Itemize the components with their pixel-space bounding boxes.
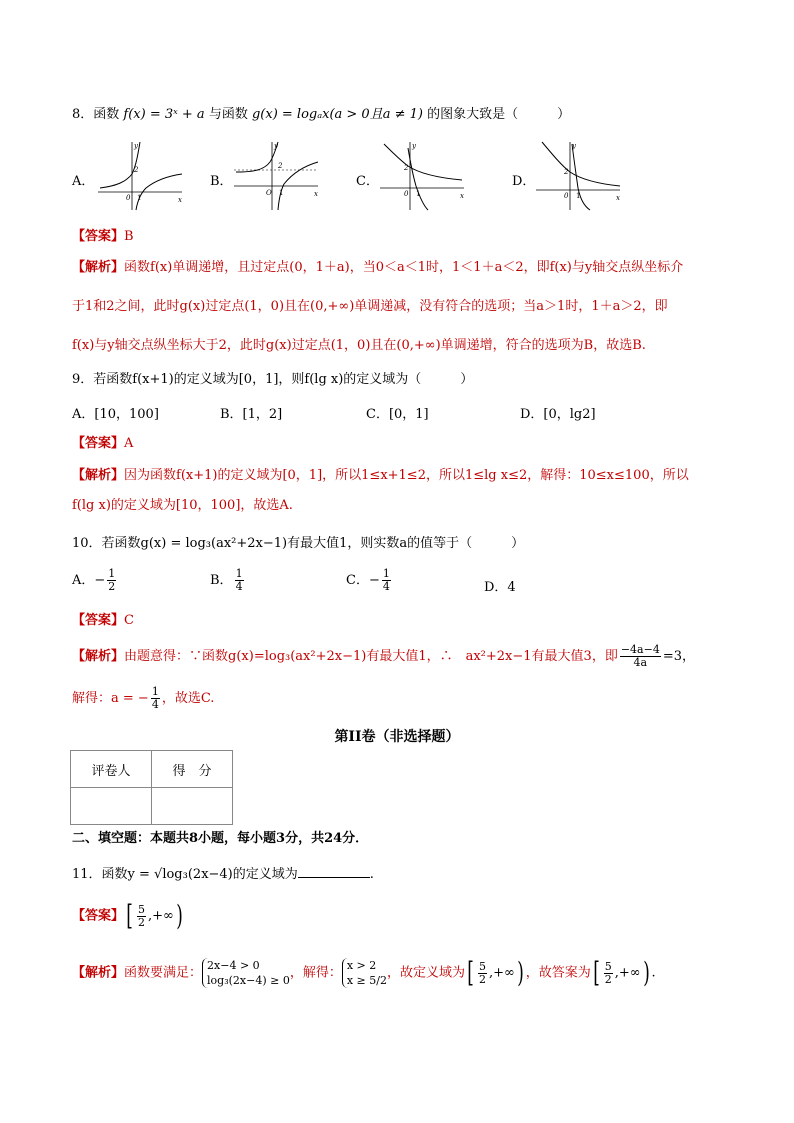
q9-answer [72, 435, 133, 453]
svg-text:1: 1 [576, 192, 581, 200]
frac-den: 2 [137, 915, 145, 929]
svg-text:O: O [266, 189, 272, 197]
left-bracket: [ [467, 956, 474, 989]
q10-answer [72, 612, 134, 630]
q11-answer [72, 899, 185, 932]
svg-text:x: x [616, 194, 620, 202]
fill-blank-section-title: 二、填空题：本题共8小题，每小题3分，共24分． [72, 831, 369, 846]
svg-text:x: x [460, 192, 464, 200]
q10-analysis-line-1 [72, 644, 695, 669]
score-table-cell-score[interactable] [152, 788, 233, 825]
svg-text:y: y [572, 142, 576, 150]
q9-analysis-text-1: 因为函数f(x+1)的定义域为[0，1]，所以1≤x+1≤2，所以1≤lg x≤2，解得：10≤x≤100，所以 [124, 468, 689, 483]
q10-analysis-text-2b: ，故选 [161, 691, 201, 706]
score-table-header-score: 得 分 [152, 751, 233, 788]
q10-analysis-text-2c: C. [200, 691, 215, 706]
frac-num: 5 [604, 959, 612, 973]
q9-option-b: B．[1，2] [220, 407, 283, 422]
svg-text:2: 2 [404, 164, 409, 172]
q8-analysis-text-2: 于1和2之间，此时g(x)过定点(1，0)且在(0,+∞)单调递减，没有符合的选项；当a＞1时，1＋a＞2，即 [72, 299, 668, 314]
q10-option-a-frac [107, 568, 116, 593]
svg-text:0: 0 [564, 192, 569, 200]
q8-option-b-label: B． [210, 174, 233, 189]
svg-text:2: 2 [278, 162, 283, 170]
q9-option-c: C．[0，1] [366, 407, 429, 422]
q11-analysis-tail-1: ,+∞ [488, 965, 515, 981]
q10-option-b-label: B． [210, 573, 233, 588]
q10-option-a-label: A．− [72, 573, 106, 588]
q10-analysis-frac-2 [151, 686, 160, 711]
q10-option-c-label: C．− [346, 573, 380, 588]
q11-system-1-line-2: log₃(2x−4) ≥ 0 [207, 974, 290, 987]
q8-number: 8．函数 [72, 107, 120, 122]
q10-analysis-line-2 [72, 686, 214, 711]
q11-answer-frac [137, 904, 146, 929]
svg-text:0: 0 [126, 194, 131, 202]
left-bracket: [ [592, 956, 600, 989]
part-2-title: 第II卷（非选择题） [334, 729, 460, 745]
frac-num: −4a−4 [620, 643, 660, 656]
q11-stem-end: . [369, 867, 374, 882]
svg-text:2: 2 [134, 166, 139, 174]
q10-analysis-text-1b: =3， [662, 649, 695, 664]
q8-option-b-graph [232, 140, 322, 212]
q11-analysis-text-c: ，故定义域为 [386, 965, 465, 981]
q10-option-c-frac [382, 568, 391, 593]
q8-analysis-text-1: 函数f(x)单调递增，且过定点(0，1＋a)，当0＜a＜1时，1＜1＋a＜2，即f(x)与y轴交点纵坐标介 [124, 260, 684, 275]
frac-num: 1 [382, 567, 390, 580]
frac-den: 4 [235, 580, 243, 593]
q9-analysis-text-2: f(lg x)的定义域为[10，100]，故选A. [72, 498, 293, 513]
q11-analysis-end: . [651, 965, 656, 981]
q8-tail: 的图象大致是（ ） [427, 107, 571, 122]
q10-analysis-text-2a: 解得：a = − [72, 691, 149, 706]
q9-stem: 9．若函数f(x+1)的定义域为[0，1]，则f(lg x)的定义域为（ ） [72, 372, 474, 387]
answer-value: B [124, 229, 134, 244]
frac-den: 2 [108, 580, 116, 593]
answer-value: A [124, 436, 134, 451]
q9-option-d: D．[0，lg2] [520, 407, 596, 422]
frac-den: 4 [151, 698, 159, 711]
frac-num: 1 [151, 685, 159, 698]
frac-num: 1 [108, 567, 116, 580]
analysis-tag: 【解析】 [72, 260, 125, 275]
q11-analysis-tail-2: ,+∞ [614, 965, 641, 981]
q9-option-a: A．[10，100] [72, 407, 159, 422]
svg-text:y: y [412, 142, 416, 150]
q8-option-d-graph [534, 140, 624, 212]
answer-tag: 【答案】 [72, 436, 125, 451]
q10-option-a [72, 568, 118, 593]
right-paren: ) [642, 956, 650, 989]
svg-text:0: 0 [404, 190, 409, 198]
q11-analysis-text-d: ，故答案为 [525, 965, 591, 981]
q11-system-1-line-1: 2x−4 > 0 [207, 959, 260, 972]
q11-analysis-frac-2 [604, 961, 613, 986]
q11-stem [72, 865, 374, 884]
analysis-tag: 【解析】 [72, 468, 125, 483]
q10-analysis-frac-1 [620, 644, 661, 669]
svg-text:x: x [314, 190, 318, 198]
q11-analysis-frac-1 [478, 961, 487, 986]
q8-analysis-line-2 [72, 298, 668, 316]
q10-analysis-text-1: 由题意得：∵函数g(x)=log₃(ax²+2x−1)有最大值1，∴ ax²+2x−1有最大值3，即 [124, 649, 618, 664]
q11-analysis-text-a: 函数要满足： [124, 965, 203, 981]
svg-text:1: 1 [416, 190, 421, 198]
q11-answer-tail: ,+∞ [147, 908, 174, 924]
answer-tag: 【答案】 [72, 908, 125, 924]
q11-system-2-line-2: x ≥ 5/2 [346, 974, 387, 987]
frac-num: 5 [478, 959, 486, 973]
q11-stem-text: 11．函数y = √log₃(2x−4)的定义域为 [72, 867, 298, 882]
frac-den: 4a [633, 656, 648, 669]
q9-analysis-line-1 [72, 467, 689, 485]
q11-analysis [72, 958, 656, 988]
score-table [70, 750, 233, 825]
q9-analysis-line-2 [72, 497, 293, 515]
q8-option-a-label: A． [72, 174, 95, 189]
answer-tag: 【答案】 [72, 229, 125, 244]
right-paren: ) [176, 899, 183, 932]
q8-analysis-line-1 [72, 259, 683, 277]
q10-option-b [210, 568, 246, 593]
q8-analysis-text-3: f(x)与y轴交点纵坐标大于2，此时g(x)过定点(1，0)且在(0,+∞)单调递增，符合的选项为B，故选B. [72, 338, 646, 353]
frac-num: 5 [137, 902, 145, 916]
q10-option-d: D．4 [484, 580, 516, 595]
answer-value: C [124, 613, 134, 628]
q11-system-2 [342, 958, 387, 988]
q11-system-1 [202, 958, 290, 988]
q10-option-b-frac [235, 568, 244, 593]
q8-analysis-line-3 [72, 337, 646, 355]
svg-text:y: y [274, 142, 278, 150]
svg-text:2: 2 [564, 168, 569, 176]
svg-text:x: x [178, 196, 182, 204]
left-bracket: [ [126, 899, 133, 932]
svg-text:1: 1 [137, 194, 142, 202]
q8-mid: 与函数 [208, 107, 248, 122]
frac-num: 1 [235, 567, 243, 580]
frac-den: 4 [382, 580, 390, 593]
q8-answer [72, 228, 134, 246]
analysis-tag: 【解析】 [72, 965, 125, 981]
svg-text:1: 1 [279, 189, 284, 197]
q11-system-2-line-1: x > 2 [346, 959, 377, 972]
q10-option-c [346, 568, 393, 593]
score-table-cell-grader[interactable] [71, 788, 152, 825]
q11-answer-blank[interactable] [298, 865, 370, 878]
frac-den: 2 [478, 972, 486, 986]
q8-stem [72, 106, 570, 124]
analysis-tag: 【解析】 [72, 649, 125, 664]
q8-option-c-graph [378, 140, 468, 212]
q8-f-expr: f(x) = 3ˣ + a [123, 107, 205, 122]
frac-den: 2 [604, 972, 612, 986]
right-paren: ) [516, 956, 524, 989]
q11-analysis-text-b: ，解得： [289, 965, 342, 981]
q8-option-c-label: C． [356, 174, 379, 189]
q8-g-expr: g(x) = logₐx(a > 0且a ≠ 1) [251, 107, 423, 122]
answer-tag: 【答案】 [72, 613, 125, 628]
q10-stem: 10．若函数g(x) = log₃(ax²+2x−1)有最大值1，则实数a的值等于（ ） [72, 536, 525, 551]
svg-text:y: y [134, 142, 138, 150]
q8-option-a-graph [96, 140, 186, 212]
score-table-header-grader: 评卷人 [71, 751, 152, 788]
q8-option-d-label: D． [512, 174, 536, 189]
